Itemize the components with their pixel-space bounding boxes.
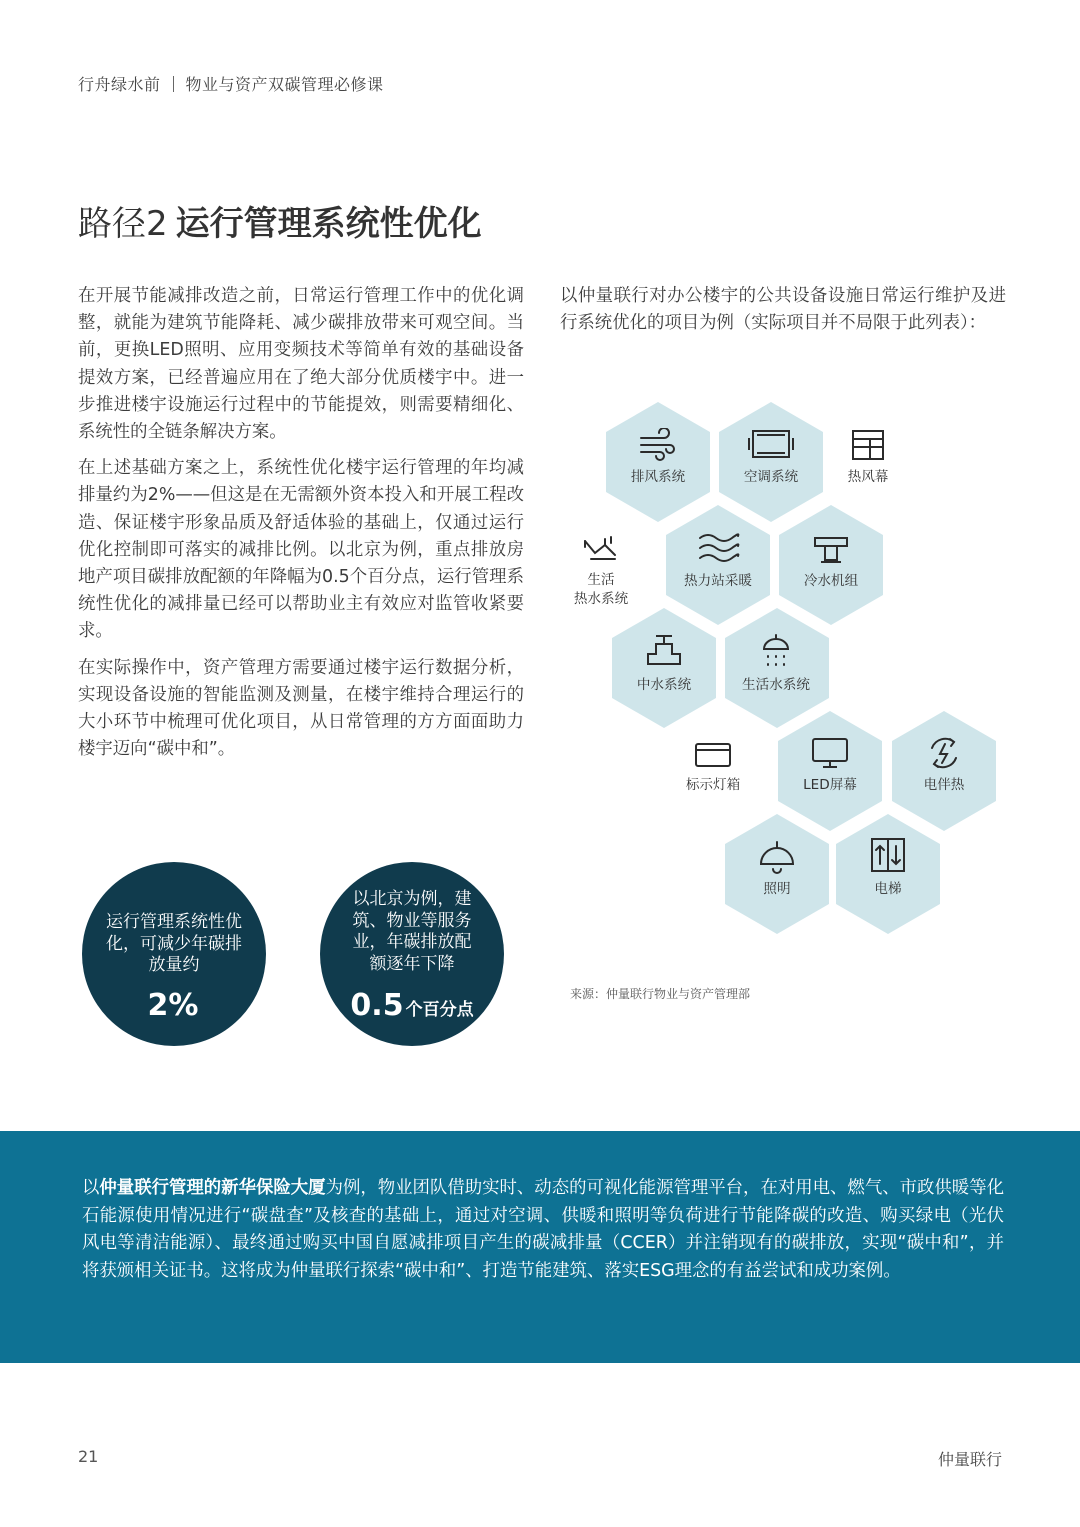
body-text xyxy=(78,283,524,772)
body-paragraph-2: 在上述基础方案之上，系统性优化楼宇运行管理的年均减排量约为2%——但这是在无需额外资本投入和开展工程改造、保证楼宇形象品质及舒适体验的基础上，仅通过运行优化控制即可落实的减排比例。以北京为例，重点排放房地产项目碳排放配额的年降幅为0.5个百分点，运行管理系统性优化的减排量已经可以帮助业主有效应对监管收紧要求。 xyxy=(78,458,524,642)
system-domestic-hot-water: 生活 热水系统 xyxy=(546,533,656,609)
section-heading: 运行管理系统性优化 xyxy=(175,204,482,244)
system-sign-light-box: 标示灯箱 xyxy=(658,740,768,795)
system-elevator: 电梯 xyxy=(833,836,943,899)
light-box-icon xyxy=(692,740,734,770)
system-air-conditioning: 空调系统 xyxy=(716,428,826,487)
stat-circle-reduction xyxy=(82,862,266,1046)
wind-icon xyxy=(638,428,678,462)
systems-intro: 以仲量联行对办公楼宇的公共设备设施日常运行维护及进行系统优化的项目为例（实际项目并不局限于此列表）： xyxy=(560,286,1006,334)
air-curtain-icon xyxy=(848,428,888,462)
system-reclaimed-water: 中水系统 xyxy=(609,632,719,695)
elevator-icon xyxy=(868,836,908,874)
system-heating-station: 热力站采暖 xyxy=(663,530,773,591)
body-paragraph-3: 在实际操作中，资产管理方需要通过楼宇运行数据分析，实现设备设施的智能监测及测量，在楼宇维持合理运行的大小环节中梳理可优化项目，从日常管理的方方面面助力楼宇迈向“碳中和”。 xyxy=(78,657,524,760)
stat-circle-beijing xyxy=(320,862,504,1046)
heating-waves-icon xyxy=(696,530,740,566)
case-text: 以仲量联行管理的新华保险大厦为例，物业团队借助实时、动态的可视化能源管理平台，在对用电、燃气、市政供暖等化石能源使用情况进行“碳盘查”及核查的基础上，通过对空调、供暖和照明等负荷进行节能降碳的改造、购买绿电（光伏风电等清洁能源）、最终通过购买中国自愿减排项目产生的碳减排量（CCER）并注销现有的碳排放，实现“碳中和”，并将获颁相关证书。这将成为仲量联行探索“碳中和”、打造节能建筑、落实ESG理念的有益尝试和成功案例。 xyxy=(82,1178,1004,1281)
shower-icon xyxy=(756,632,796,670)
monitor-icon xyxy=(809,736,851,770)
system-led-screen: LED屏幕 xyxy=(775,736,885,795)
electric-heat-icon xyxy=(924,736,964,770)
page-number: 21 xyxy=(78,1447,99,1466)
section-title xyxy=(78,196,482,245)
system-air-curtain: 热风幕 xyxy=(813,428,923,487)
case-highlight: 仲量联行管理的新华保险大厦 xyxy=(99,1178,326,1198)
system-exhaust: 排风系统 xyxy=(603,428,713,487)
header-divider xyxy=(173,76,174,92)
stat-text: 运行管理系统性优化，可减少年碳排放量约 xyxy=(106,912,242,975)
ceiling-lamp-icon xyxy=(757,840,797,874)
header-series: 行舟绿水前 xyxy=(78,75,161,94)
running-header xyxy=(78,72,384,95)
system-chiller: 冷水机组 xyxy=(776,532,886,591)
stat-value: 2% xyxy=(147,988,199,1023)
system-lighting: 照明 xyxy=(722,840,832,899)
body-paragraph-1: 在开展节能减排改造之前，日常运行管理工作中的优化调整，就能为建筑节能降耗、减少碳排放带来可观空间。当前，更换LED照明、应用变频技术等简单有效的基础设备提效方案，已经普遍应用在了绝大部分优质楼宇中。进一步推进楼宇设施运行过程中的节能提效，则需要精细化、系统性的全链条解决方案。 xyxy=(78,286,524,443)
chiller-icon xyxy=(811,532,851,566)
source-note: 来源：仲量联行物业与资产管理部 xyxy=(570,987,751,1001)
air-conditioner-icon xyxy=(747,428,795,462)
water-pipe-icon xyxy=(644,632,684,670)
stat-value: 0.5 个百分点 xyxy=(350,988,474,1023)
header-book-title: 物业与资产双碳管理必修课 xyxy=(185,75,384,94)
system-domestic-water: 生活水系统 xyxy=(721,632,831,695)
stat-text: 以北京为例，建筑、物业等服务业，年碳排放配额逐年下降 xyxy=(352,889,472,974)
system-electric-tracing: 电伴热 xyxy=(889,736,999,795)
hot-water-icon xyxy=(581,533,621,567)
section-prefix: 路径2 xyxy=(78,204,168,244)
footer-brand: 仲量联行 xyxy=(937,1450,1002,1469)
